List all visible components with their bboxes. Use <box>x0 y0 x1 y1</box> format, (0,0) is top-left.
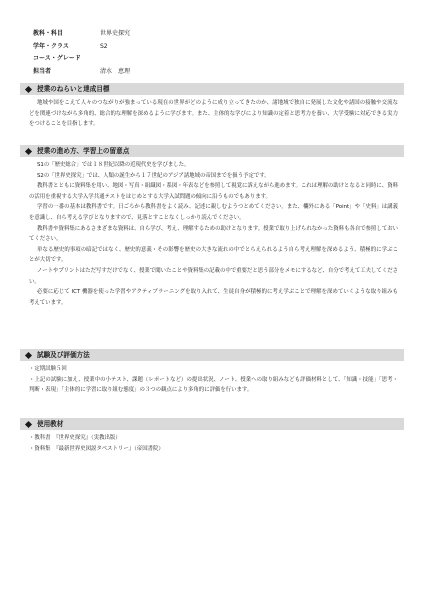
paragraph: 必要に応じて ICT 機器を使った学習やアクティブラーニングを取り入れて、生徒自身が積極的に考え学ぶことで理解を深めていくような取り組みも考えています。 <box>29 289 398 306</box>
diamond-bullet-icon <box>25 147 32 154</box>
info-label: 担当者 <box>33 67 52 75</box>
section-body <box>20 157 404 308</box>
paragraph: 単なる歴史的事項の暗記ではなく、歴史的意義・その影響を歴史の大きな流れの中でとらえられるよう自ら考え理解を深めるよう、積極的に学ぶことが大切です。 <box>29 246 398 264</box>
paragraph: 学習の一番の基本は教科書です。日ごろから教科書をよく読み、記述に親しむようつとめてください。また、欄外にある「Point」や「史料」は講義を意識し、自ら考える学びとなりますので、見落とすことなくしっかり読んでください。 <box>29 204 398 221</box>
info-row-teacher <box>33 66 130 79</box>
paragraph: ・定期試験５回 <box>29 366 67 372</box>
section-heading <box>20 145 404 157</box>
section-evaluation <box>20 349 404 396</box>
info-row-grade <box>33 41 130 54</box>
section-heading-text: 使用教材 <box>37 420 64 428</box>
paragraph: S1の「歴史総合」では１８世紀以降の近現代史を学びました。 <box>37 162 190 168</box>
paragraph: ・上記の試験に加え、授業中の小テスト、課題（レポートなど）の提出状況、ノート、授業への取り組みなども評価材料として、「知識・技能」「思考・判断・表現」「主体的に学習に取り組む態度」の３つの観点により多角的に評価を行います。 <box>29 376 398 394</box>
info-value: S2 <box>100 42 108 50</box>
paragraph: ・教科書 『世界史探究』（実教出版） <box>29 435 121 441</box>
paragraph: ・資料集 『最新世界史図説タペストリー』（帝国書院） <box>29 445 164 452</box>
paragraph: 地域や国をこえて人々のつながりが強まっている現在の世界がどのように成り立ってきたのか、諸地域で独自に発展した文化や諸国の接触や交流などを関連づけながら多角的、総合的な理解を深めるように学びます。また、主体的な学びにより知識の定着と思考力を養い、大学受験に対応できる実力をつけることを目指します。 <box>29 100 398 128</box>
diamond-bullet-icon <box>25 85 32 92</box>
section-heading-text: 試験及び評価方法 <box>37 351 90 359</box>
info-value: 世界史探究 <box>100 30 131 37</box>
section-heading <box>20 83 404 95</box>
info-label: 教科・科目 <box>33 30 64 37</box>
section-body <box>20 430 404 454</box>
paragraph: S2の「世界史探究」では、人類の誕生から１７世紀のアジア諸地域の帝国までを扱う予定です。 <box>37 172 270 179</box>
paragraph: 教科書とともに資料集を用い、地図・写真・組織図・系図・年表などを参照して視覚に訴えながら進めます。これは理解の助けとなると同時に、資料の活用を重視する大学入学共通テストをはじめとする大学入試問題の傾向に沿うものでもあります。 <box>29 183 398 200</box>
section-goals <box>20 83 404 130</box>
paragraph: 教科書や資料集にあるさまざまな資料は、自ら学び、考え、理解するための助けとなります。授業で取り上げられなかった資料も各自で参照しておいてください。 <box>29 225 398 243</box>
paragraph: ノートやプリントはただ写すだけでなく、授業で聞いたことや資料集の記載の中で重要だと思う部分をメモにするなど、自分で考えて工夫してください。 <box>29 267 398 285</box>
section-method <box>20 145 404 308</box>
diamond-bullet-icon <box>25 351 32 358</box>
section-heading <box>20 418 404 430</box>
info-row-course <box>33 53 130 66</box>
course-info-table <box>33 28 130 78</box>
info-value: 清水 恵理 <box>100 67 131 75</box>
section-body <box>20 95 404 130</box>
section-heading <box>20 349 404 361</box>
info-row-subject <box>33 28 130 41</box>
info-label: コース・グレード <box>33 55 81 62</box>
section-body <box>20 361 404 396</box>
diamond-bullet-icon <box>25 420 32 427</box>
section-heading-text: 授業の進め方、学習上の留意点 <box>37 147 130 155</box>
section-materials <box>20 418 404 454</box>
section-heading-text: 授業のねらいと達成目標 <box>37 85 110 93</box>
info-label: 学年・クラス <box>33 42 69 50</box>
